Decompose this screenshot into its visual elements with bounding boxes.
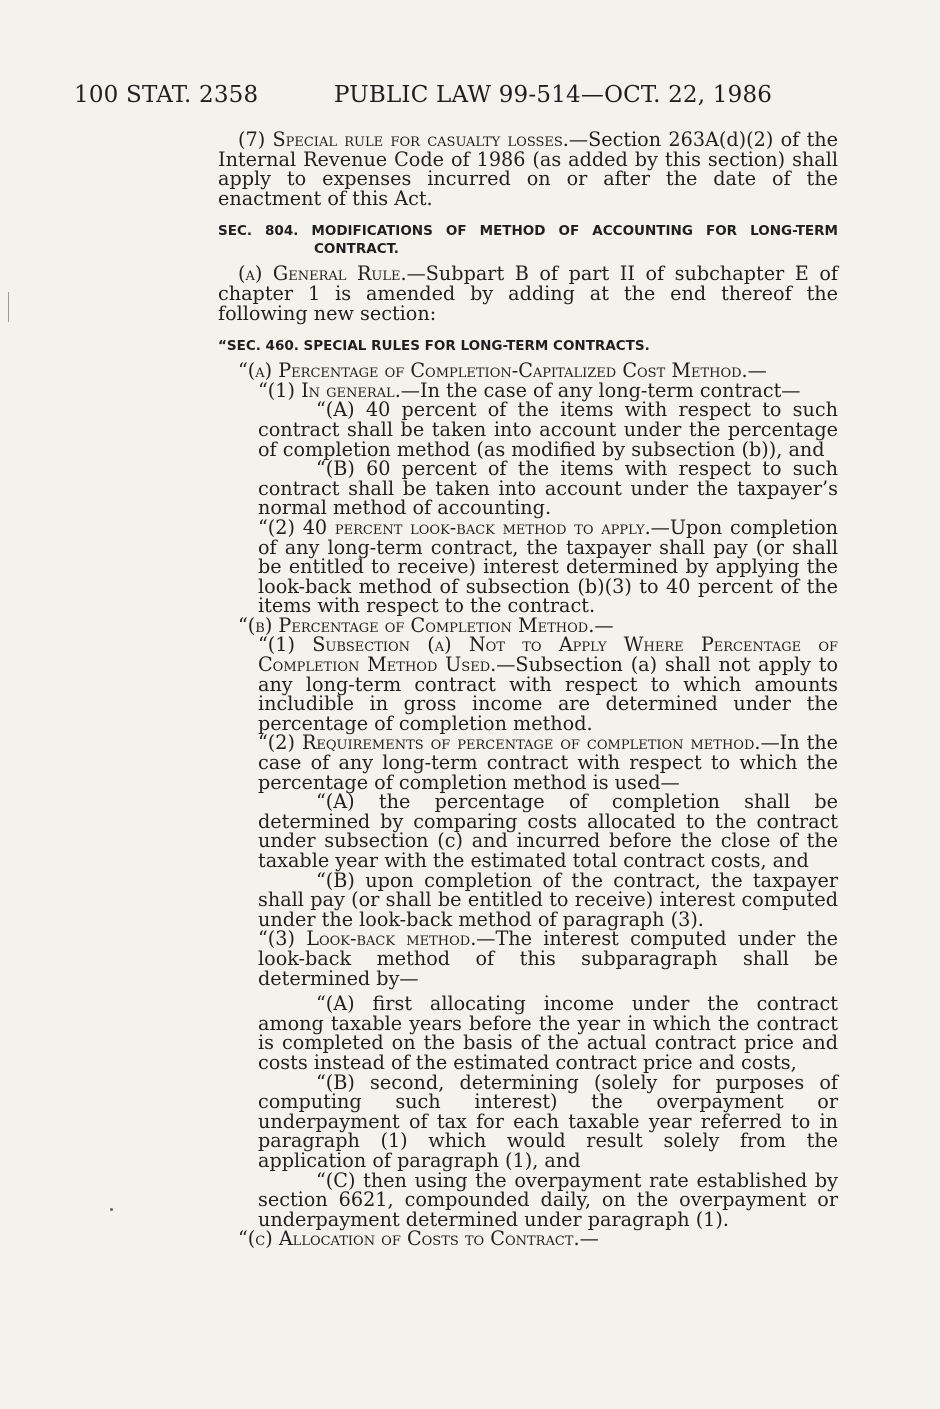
subsection-heading: “(a) Percentage of Completion-Capitalized Cost Method. (238, 359, 748, 383)
law-reference: PUBLIC LAW 99-514—OCT. 22, 1986 (334, 82, 773, 108)
paragraph-a2 (218, 515, 838, 618)
paragraph-text: —In the case of any long-term contract with respect to which the percentage of completion method is used— (258, 731, 838, 794)
paragraph-heading: “(3) Look-back method. (258, 927, 477, 951)
section-460-heading: “SEC. 460. SPECIAL RULES FOR LONG-TERM CONTRACTS. (218, 338, 650, 355)
heading-dash: — (594, 613, 614, 637)
subparagraph-b2B: “(B) upon completion of the contract, the taxpayer shall pay (or shall be entitled to receive) interest computed under the look-back method of paragraph (3). (258, 868, 838, 931)
paragraph-casualty-losses (218, 130, 838, 208)
paragraph-b1 (218, 635, 838, 733)
subsection-c-heading (218, 1229, 838, 1249)
paragraph-text: —Section 263A(d)(2) of the Internal Revenue Code of 1986 (as added by this section) shall apply to expenses incurred on or after the date of the enactment of this Act. (218, 128, 838, 210)
subparagraph-b3A: “(A) first allocating income under the contract among taxable years before the year in which the contract is completed on the basis of the actual contract price and costs instead of the estimated contract price and costs, (258, 992, 838, 1074)
heading-dash: — (579, 1227, 599, 1251)
paragraph-b2 (218, 733, 838, 792)
paragraph-text: —Upon completion of any long-term contract, the taxpayer shall pay (or shall be entitled to receive) interest determined by applying the look-back method of subsection (b)(3) to 40 percent of the items with respect to the contract. (258, 515, 838, 618)
subsection-heading: “(c) Allocation of Costs to Contract. (238, 1227, 580, 1251)
heading-dash: — (747, 359, 767, 383)
stat-reference: 100 STAT. 2358 (74, 82, 259, 108)
paragraph-heading: “(2) 40 percent look-back method to apply. (258, 515, 651, 539)
paragraph-heading: (7) Special rule for casualty losses. (238, 128, 569, 151)
paragraph-heading: “(2) Requirements of percentage of completion method. (258, 731, 761, 755)
paragraph-text: —The interest computed under the look-back method of this subparagraph shall be determined by— (258, 927, 838, 990)
paragraph-heading: (a) General Rule. (238, 262, 407, 286)
margin-dot (110, 1208, 113, 1211)
subsection-heading: “(b) Percentage of Completion Method. (238, 613, 595, 637)
paragraph-general-rule (218, 264, 838, 323)
paragraph-text: —In the case of any long-term contract— (400, 378, 801, 402)
paragraph-b3 (218, 929, 838, 988)
paragraph-text: —Subsection (a) shall not apply to any long-term contract with respect to which amounts includible in gross income are determined under the percentage of completion method. (258, 653, 838, 735)
paragraph-heading: “(1) Subsection (a) Not to Apply Where Percentage of Completion Method Used. (258, 633, 838, 677)
paragraph-heading: “(1) In general. (258, 378, 401, 402)
subparagraph-a1B: “(B) 60 percent of the items with respect to such contract shall be taken into account under the taxpayer’s normal method of accounting. (258, 457, 838, 520)
document-body (218, 130, 838, 1249)
subparagraph-b3C: “(C) then using the overpayment rate established by section 6621, compounded daily, on the overpayment or underpayment determined under paragraph (1). (258, 1168, 838, 1231)
margin-mark (8, 292, 9, 322)
subparagraph-b3B: “(B) second, determining (solely for purposes of computing such interest) the overpayment or underpayment of tax for each taxable year referred to in paragraph (1) which would result solely from the application of paragraph (1), and (258, 1070, 838, 1172)
subparagraph-b2A: “(A) the percentage of completion shall be determined by comparing costs allocated to the contract under subsection (c) and incurred before the close of the taxable year with the estimated total contract costs, and (258, 790, 838, 872)
section-804-heading: SEC. 804. MODIFICATIONS OF METHOD OF ACCOUNTING FOR LONG-TERM CONTRACT. (218, 223, 838, 258)
paragraph-text: —Subpart B of part II of subchapter E of chapter 1 is amended by adding at the end thereof the following new section: (218, 262, 838, 325)
subparagraph-a1A: “(A) 40 percent of the items with respect to such contract shall be taken into account under the percentage of completion method (as modified by subsection (b)), and (258, 398, 838, 461)
